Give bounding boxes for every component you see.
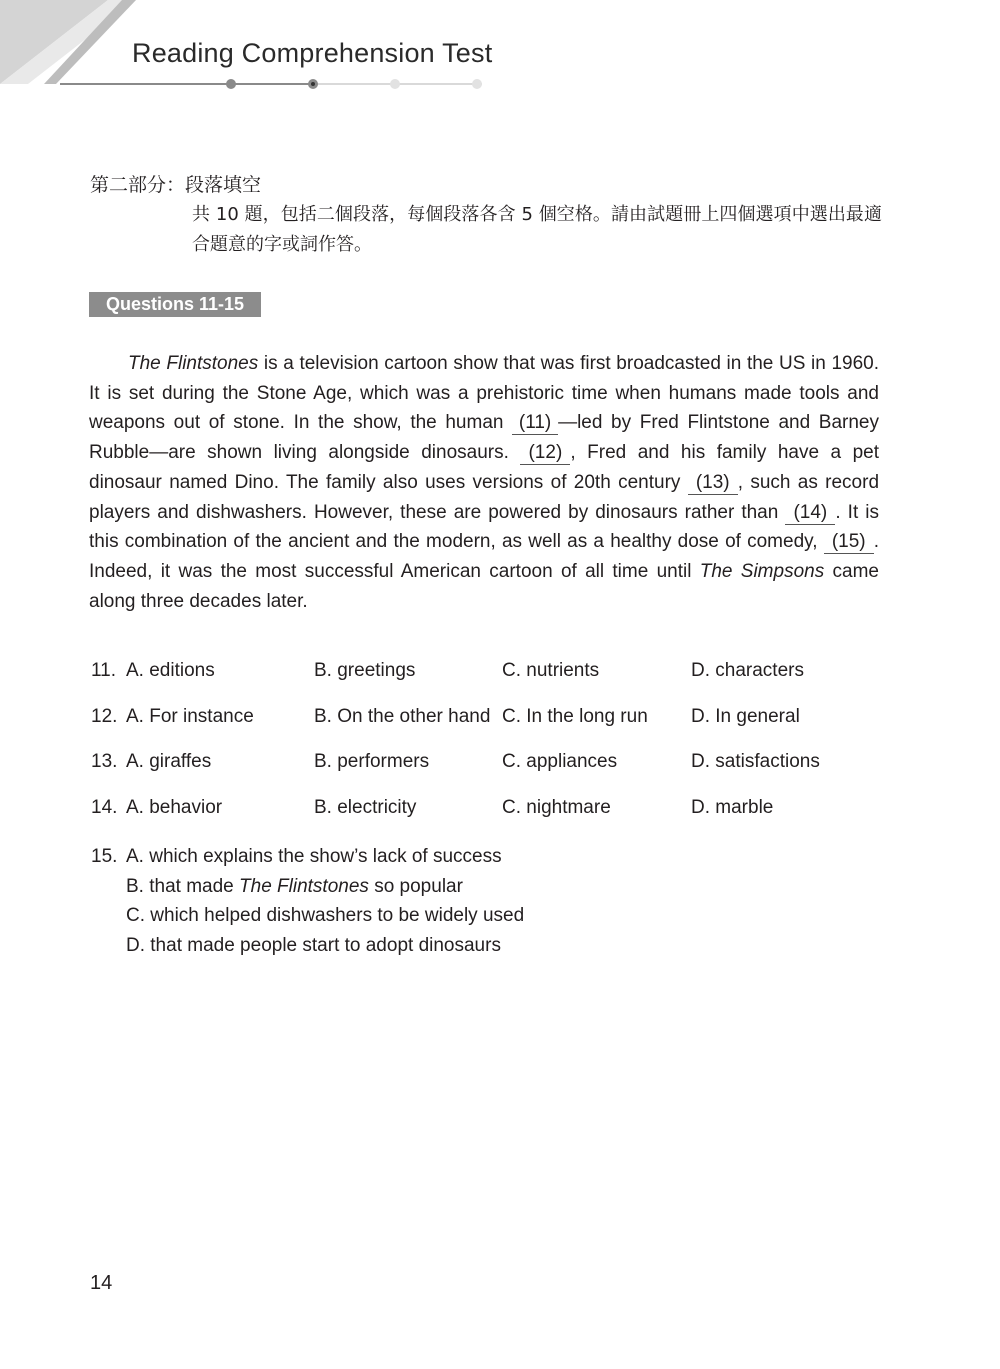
- page-header-title: Reading Comprehension Test: [132, 38, 493, 68]
- blank-12: (12): [520, 442, 570, 465]
- q15-options: [126, 842, 524, 961]
- question-number: 14.: [91, 796, 118, 818]
- blank-15: (15): [824, 531, 874, 554]
- passage-text: , Fred and his family have a pet dinosaur named Dino. The family also uses versions of 20th century: [89, 442, 879, 493]
- show-title: The Simpsons: [699, 560, 825, 582]
- blank-14: (14): [785, 502, 835, 525]
- option-b: B. greetings: [314, 660, 416, 681]
- option-b: B. electricity: [314, 796, 417, 818]
- option-d: D. characters: [691, 660, 804, 681]
- option-c: C. nightmare: [502, 796, 611, 818]
- section-instructions: 共 10 題，包括二個段落，每個段落各含 5 個空格。請由試題冊上四個選項中選出最適合題意的字或詞作答。: [192, 204, 882, 255]
- option-b: B. On the other hand: [314, 705, 491, 727]
- option-c: C. which helped dishwashers to be widely used: [126, 905, 525, 927]
- passage-text: , such as record players and dishwashers. However, these are powered by dinosaurs rather than: [89, 471, 880, 523]
- option-a: A. giraffes: [126, 751, 212, 772]
- option-d: D. marble: [691, 796, 774, 818]
- question-number: 11.: [91, 660, 117, 681]
- passage-text: —led by Fred Flintstone and Barney Rubble—are shown living alongside dinosaurs.: [89, 412, 879, 464]
- passage-text: is a television cartoon show that was first broadcasted in the US in 1960. It is set during the Stone Age, which was a prehistoric time when humans made tools and weapons out of stone. In the show, the human: [89, 353, 880, 434]
- option-d: D. In general: [691, 705, 800, 727]
- questions-badge: Questions 11-15: [89, 292, 261, 317]
- section-label: 第二部分：段落填空: [90, 174, 262, 196]
- show-title: The Flintstones: [128, 353, 259, 374]
- question-row: [91, 660, 891, 706]
- option-d: D. satisfactions: [691, 751, 820, 772]
- option-c: C. nutrients: [502, 660, 600, 681]
- option-a: A. editions: [126, 660, 215, 681]
- blank-13: (13): [688, 472, 738, 495]
- blank-11: (11): [512, 412, 558, 435]
- question-row: [91, 751, 891, 797]
- option-b: [126, 872, 524, 902]
- page-number: 14: [90, 1272, 113, 1294]
- question-number: 12.: [91, 705, 118, 727]
- question-row: [91, 706, 891, 752]
- reading-passage: [89, 349, 879, 616]
- passage-text: . It is this combination of the ancient and the modern, as well as a healthy dose of comedy,: [89, 501, 879, 553]
- passage-text: . Indeed, it was the most successful American cartoon of all time until: [89, 531, 879, 582]
- option-a: A. which explains the show’s lack of success: [126, 846, 502, 867]
- option-a: A. For instance: [126, 705, 254, 727]
- option-c: C. In the long run: [502, 705, 648, 727]
- question-row: [91, 797, 891, 843]
- option-c: C. appliances: [502, 751, 618, 772]
- option-b-text: B. that made: [126, 875, 240, 897]
- answer-options: [91, 660, 891, 842]
- option-b: B. performers: [314, 751, 430, 772]
- option-d: D. that made people start to adopt dinosaurs: [126, 935, 501, 957]
- question-number: 13.: [91, 751, 118, 772]
- option-b-text: so popular: [368, 875, 463, 897]
- option-a: A. behavior: [126, 796, 223, 818]
- passage-text: came along three decades later.: [89, 560, 879, 612]
- show-title: The Flintstones: [239, 875, 369, 897]
- question-number: 15.: [91, 846, 118, 867]
